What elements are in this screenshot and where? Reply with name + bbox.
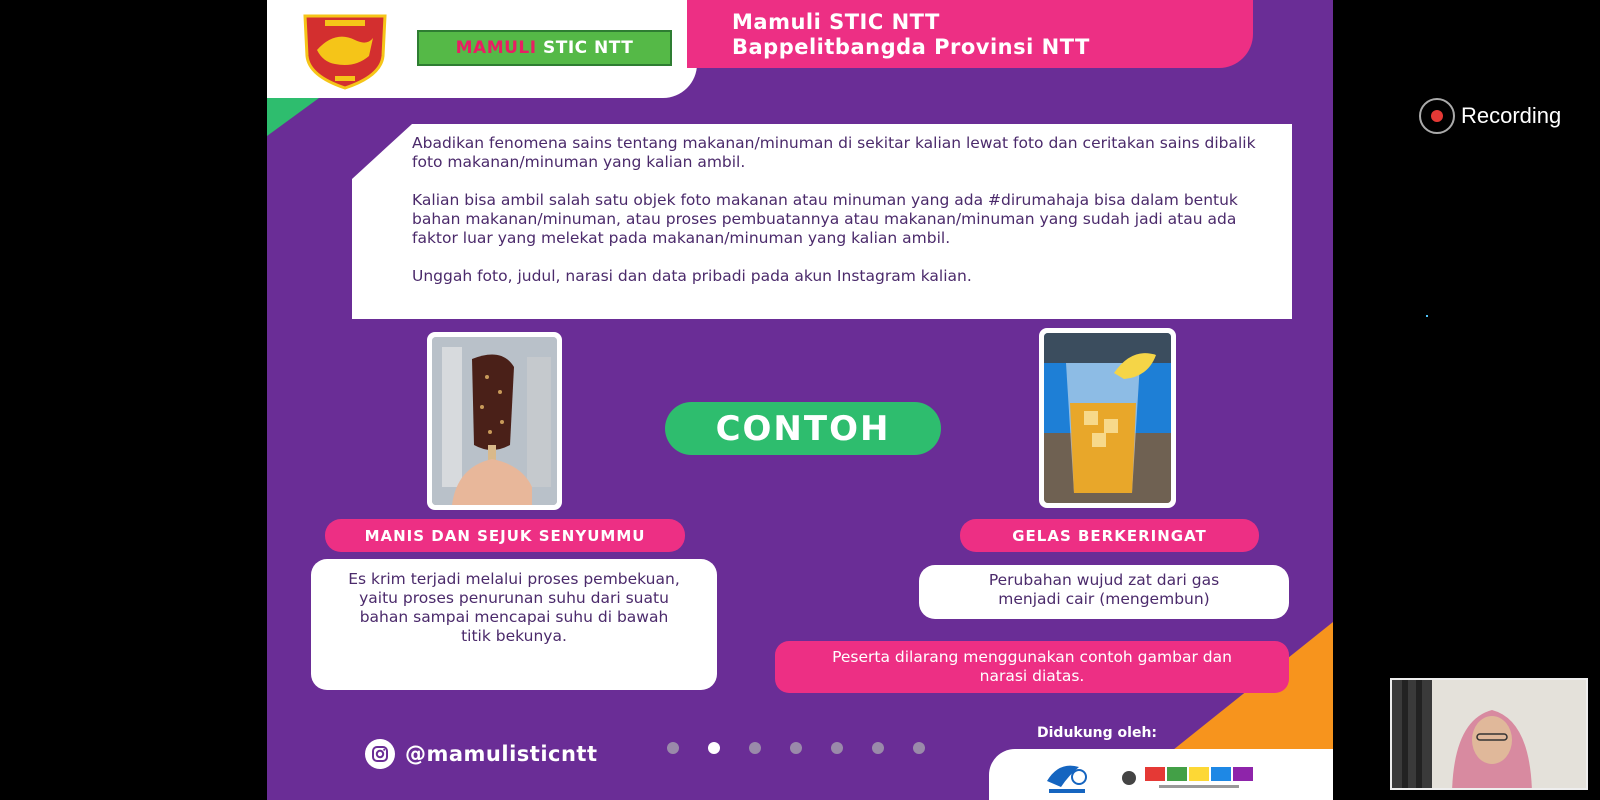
pagination-dot[interactable] [667,742,679,754]
instagram-account [365,739,598,769]
sponsor-logo-1 [1039,757,1095,797]
pagination-dot[interactable] [790,742,802,754]
example-left-title: MANIS DAN SEJUK SENYUMMU [325,519,685,552]
record-icon [1419,98,1455,134]
recording-indicator[interactable] [1419,98,1561,134]
example-left-description: Es krim terjadi melalui proses pembekuan, yaitu proses penurunan suhu dari suatu bahan sampai mencapai suhu di bawah titik bekunya. [311,559,717,690]
pagination-dot[interactable] [913,742,925,754]
ice-cream-illustration [432,337,557,505]
header-title-line2: Bappelitbangda Provinsi NTT [732,35,1090,59]
pagination-dot[interactable] [749,742,761,754]
webcam-video-thumbnail[interactable] [1390,678,1588,790]
intro-paragraph-1: Abadikan fenomena sains tentang makanan/minuman di sekitar kalian lewat foto dan ceritakan sains dibalik foto makanan/minuman yang kalian ambil. [412,134,1256,171]
intro-textbox [352,124,1292,319]
iced-drink-photo [1039,328,1176,508]
ntt-province-shield-logo [295,10,395,90]
mamuli-stic-ntt-logo: MAMULI STIC NTT [417,30,672,66]
pagination-dot[interactable] [872,742,884,754]
example-right-title: GELAS BERKERINGAT [960,519,1259,552]
contoh-label: CONTOH [665,402,941,455]
cursor-speck [1426,315,1428,317]
instagram-handle: @mamulisticntt [405,742,598,766]
sponsor-logos-panel [989,749,1333,800]
header-title [732,10,1090,60]
warning-banner: Peserta dilarang menggunakan contoh gambar dan narasi diatas. [775,641,1289,693]
ice-cream-photo [427,332,562,510]
presenter-video [1392,680,1588,790]
header-title-line1: Mamuli STIC NTT [732,10,940,34]
header-green-accent [267,98,319,136]
instagram-icon [365,739,395,769]
sponsor-logo-2 [1119,763,1269,793]
intro-corner-cut [352,124,412,179]
recording-label: Recording [1461,103,1562,128]
pagination-dot[interactable] [708,742,720,754]
intro-paragraph-3: Unggah foto, judul, narasi dan data pribadi pada akun Instagram kalian. [412,267,972,285]
iced-drink-illustration [1044,333,1171,503]
slide-pagination-dots [667,742,925,754]
presentation-slide [267,0,1333,800]
example-right-description: Perubahan wujud zat dari gas menjadi cair (mengembun) [919,565,1289,619]
pagination-dot[interactable] [831,742,843,754]
supported-by-label: Didukung oleh: [1037,725,1158,741]
intro-paragraph-2: Kalian bisa ambil salah satu objek foto makanan atau minuman yang ada #dirumahaja bisa dalam bentuk bahan makanan/minuman, atau proses pembuatannya atau makanan/minuman yang sudah jadi atau ada faktor luar yang melekat pada makanan/minuman yang kalian ambil. [412,191,1238,247]
intro-text [412,134,1282,286]
